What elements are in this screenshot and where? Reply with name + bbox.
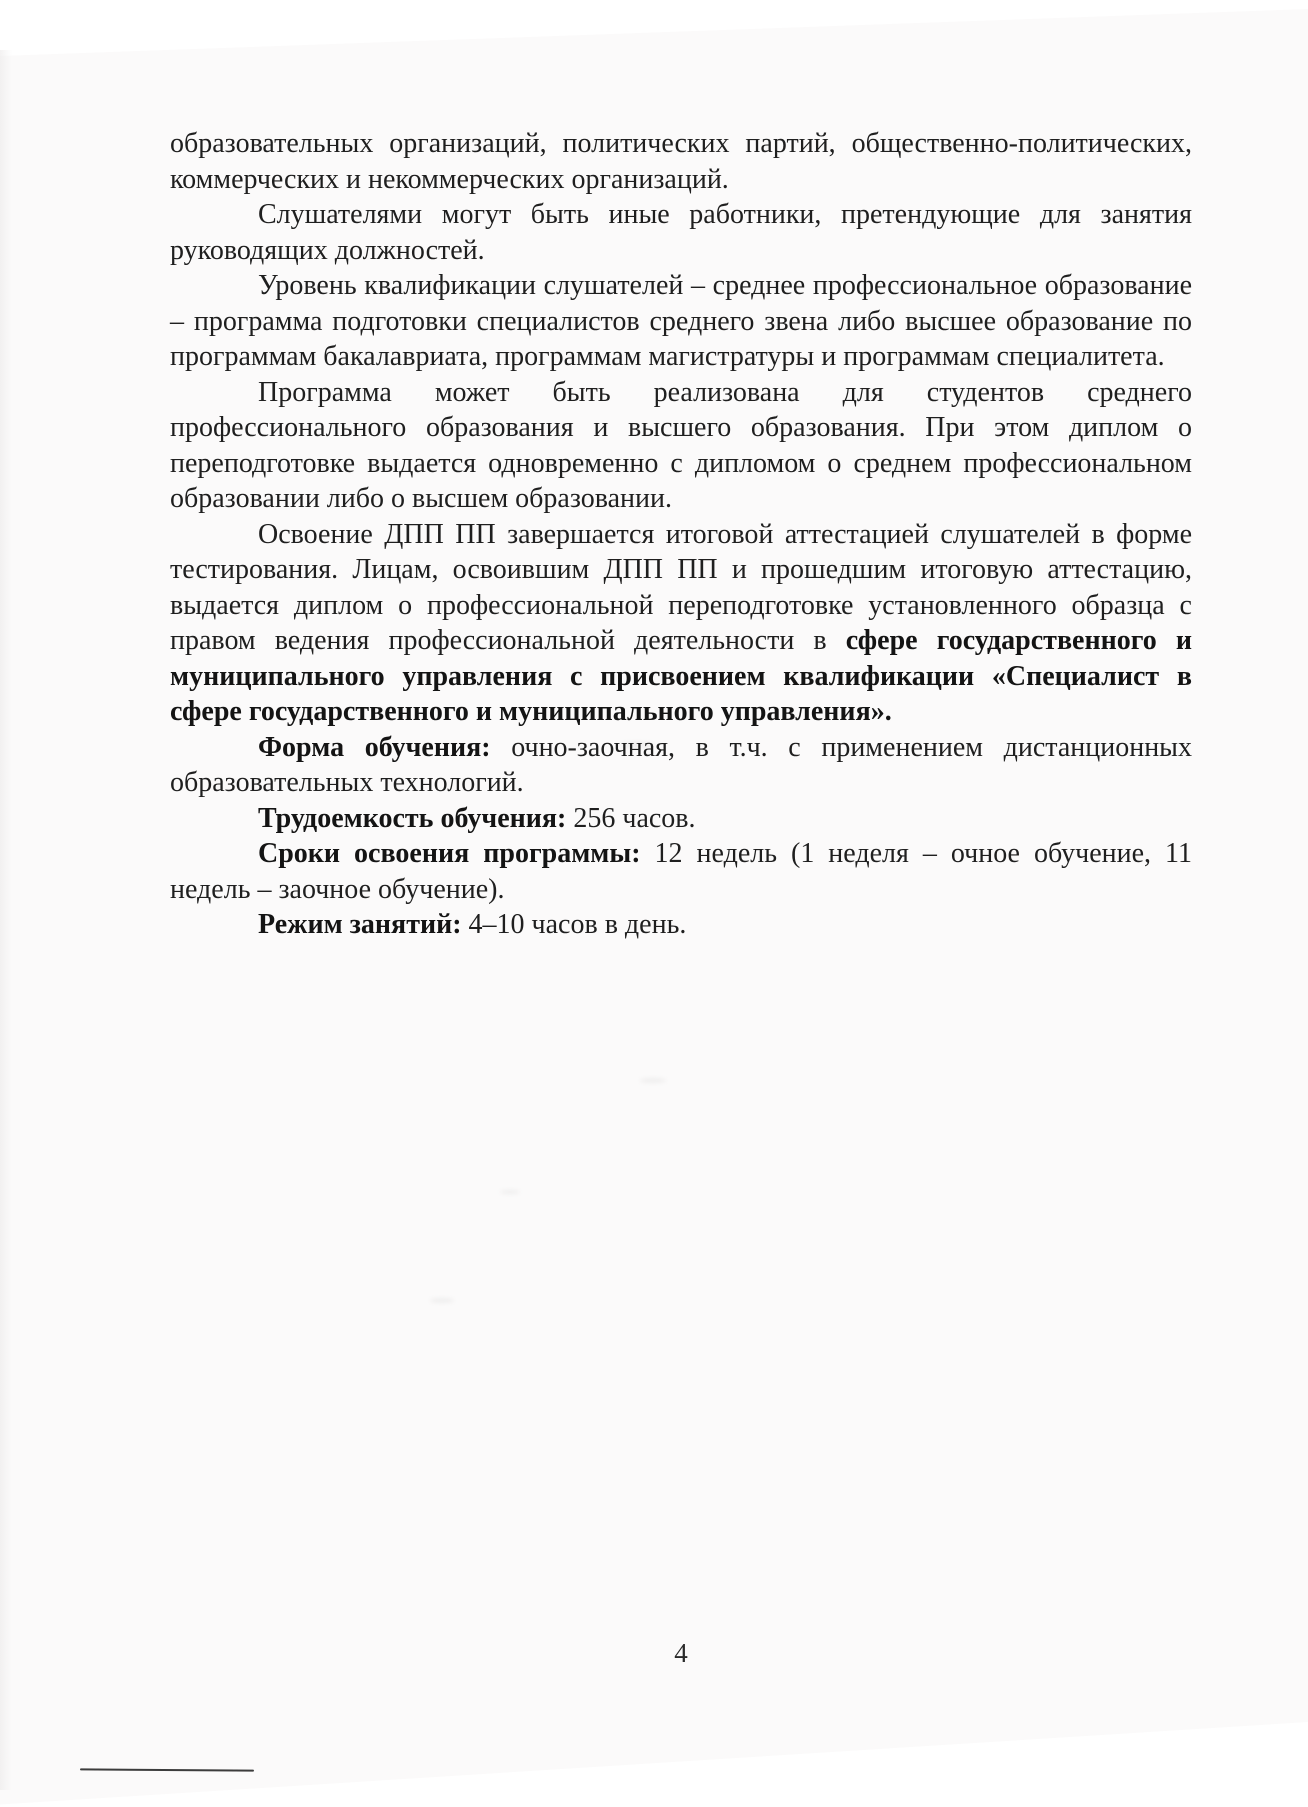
bold-text-run: Сроки освоения программы:: [258, 838, 641, 869]
paragraph: [170, 197, 1192, 268]
paragraph: [170, 836, 1192, 907]
text-run: образовательных организаций, политических партий, общественно-политических, коммерческих и некоммерческих организаций.: [170, 128, 1192, 195]
bold-text-run: сфере государственного и муниципального управления с присвоением квалификации «Специалист в сфере государственного и муниципального управления».: [170, 625, 1193, 727]
scan-noise: [500, 1190, 520, 1194]
paragraph: [170, 375, 1192, 517]
text-run: 256 часов.: [566, 802, 696, 834]
scan-edge-top: [0, 0, 1308, 60]
text-run: Слушателями могут быть иные работники, претендующие для занятия руководящих должностей.: [170, 199, 1192, 266]
scan-noise: [430, 1298, 454, 1303]
text-run: 12 недель (1 неделя – очное обучение, 11 недель – заочное обучение).: [170, 838, 1192, 905]
document-body: [170, 126, 1192, 943]
paragraph: [170, 730, 1192, 801]
text-run: Освоение ДПП ПП завершается итоговой аттестацией слушателей в форме тестирования. Лицам, освоившим ДПП ПП и прошедшим итоговую аттестацию, выдается диплом о профессиональной переподготовке установленного образца с правом ведения профессиональной деятельности в: [170, 518, 1192, 656]
bold-text-run: Форма обучения:: [258, 731, 491, 763]
paragraph: [170, 517, 1192, 730]
bold-text-run: Режим занятий:: [258, 909, 462, 940]
text-run: Уровень квалификации слушателей – среднее профессиональное образование – программа подготовки специалистов среднего звена либо высшее образование по программам бакалавриата, программам магистратуры и программам специалитета.: [170, 270, 1192, 372]
text-run: Программа может быть реализована для студентов среднего профессионального образования и высшего образования. При этом диплом о переподготовке выдается одновременно с дипломом о среднем профессиональном образовании либо о высшем образовании.: [170, 376, 1192, 514]
paragraph: [170, 801, 1192, 837]
paragraph: [170, 907, 1192, 943]
bold-text-run: Трудоемкость обучения:: [258, 802, 567, 834]
paragraph: [170, 126, 1192, 197]
footer-artifact-line: [80, 1768, 254, 1771]
scan-edge-left: [0, 50, 12, 1790]
page-number: 4: [674, 1638, 688, 1668]
text-run: очно-заочная, в т.ч. с применением дистанционных образовательных технологий.: [170, 731, 1192, 798]
paragraph: [170, 268, 1192, 375]
text-run: 4–10 часов в день.: [461, 909, 687, 940]
scan-edge-bottom: [0, 1722, 1308, 1807]
scan-noise: [640, 1078, 666, 1083]
